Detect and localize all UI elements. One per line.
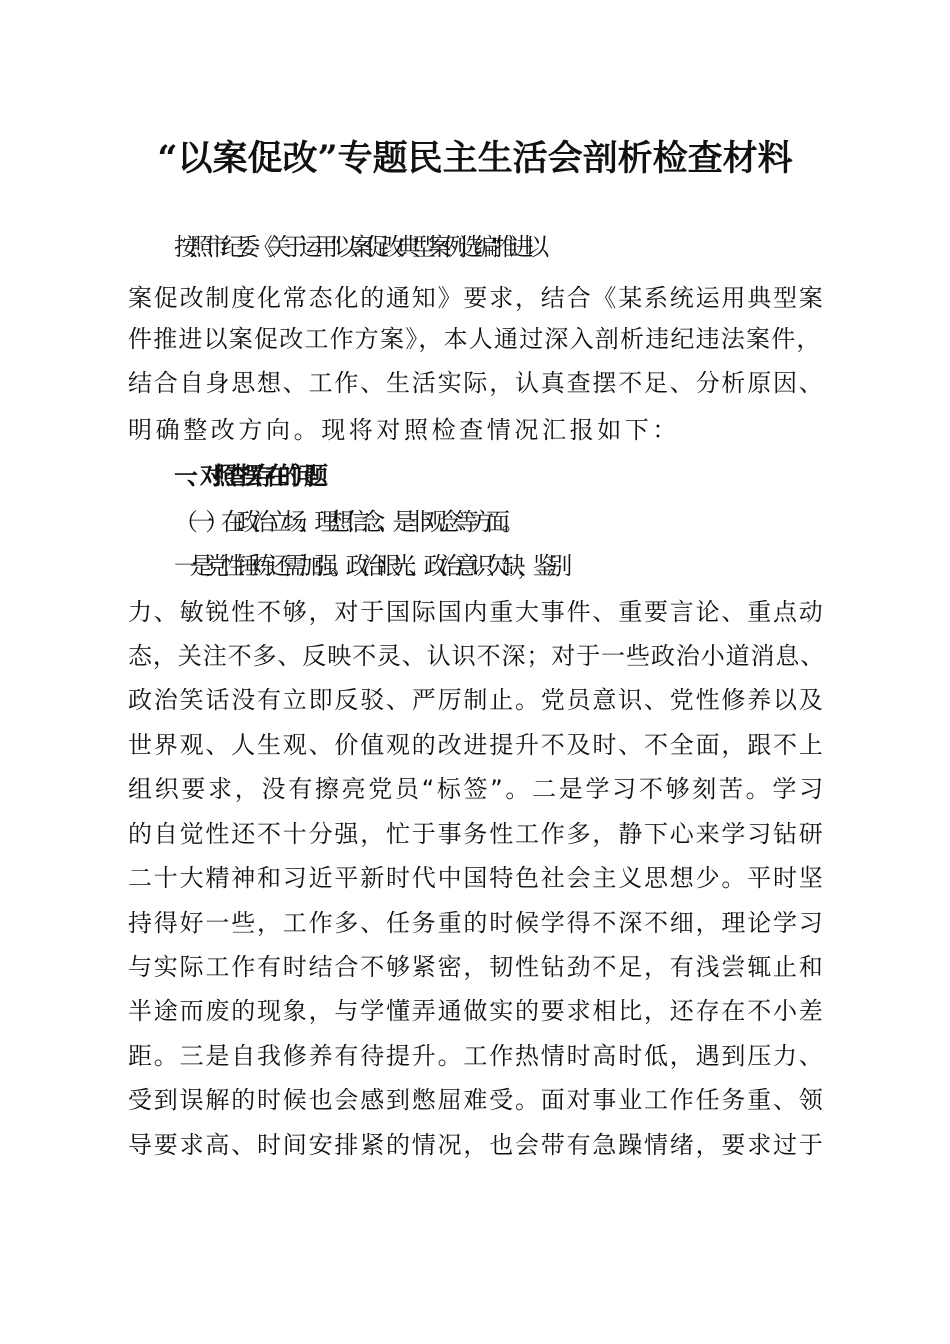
- paragraph-line: 组织要求，没有擦亮党员“标签”。二是学习不够刻苦。学习: [128, 775, 826, 803]
- paragraph-line: 明确整改方向。现将对照检查情况汇报如下：: [128, 416, 680, 444]
- paragraph-line: 与实际工作有时结合不够紧密，韧性钻劲不足，有浅尝辄止和: [128, 953, 825, 981]
- paragraph-line: 态，关注不多、反映不灵、认识不深；对于一些政治小道消息、: [128, 642, 826, 670]
- paragraph-line: 一是党性锤炼还需加强。政治眼光、政治意识欠缺，鉴别: [174, 552, 564, 580]
- document-title: “以案促改”专题民主生活会剖析检查材料: [157, 138, 793, 179]
- paragraph-line: 结合自身思想、工作、生活实际，认真查摆不足、分析原因、: [128, 369, 825, 397]
- paragraph-line: 世界观、人生观、价值观的改进提升不及时、不全面，跟不上: [128, 731, 825, 759]
- paragraph-line: 持得好一些，工作多、任务重的时候学得不深不细，理论学习: [128, 909, 825, 937]
- paragraph-line: 半途而废的现象，与学懂弄通做实的要求相比，还存在不小差: [128, 997, 825, 1025]
- paragraph-line: 导要求高、时间安排紧的情况，也会带有急躁情绪，要求过于: [128, 1131, 825, 1159]
- paragraph-line: 受到误解的时候也会感到憋屈难受。面对事业工作任务重、领: [128, 1086, 825, 1114]
- paragraph-line: 力、敏锐性不够，对于国际国内重大事件、重要言论、重点动: [128, 598, 825, 626]
- section-heading: 一、对照查摆存在的问题: [174, 462, 317, 490]
- paragraph-line: 距。三是自我修养有待提升。工作热情时高时低，遇到压力、: [128, 1042, 825, 1070]
- paragraph-line: 的自觉性还不十分强，忙于事务性工作多，静下心来学习钻研: [128, 820, 825, 848]
- subsection-heading: （一）在政治立场、理想信念、是非观念等方面。: [174, 508, 518, 536]
- paragraph-line: 案促改制度化常态化的通知》要求，结合《某系统运用典型案: [128, 284, 825, 312]
- paragraph-line: 件推进以案促改工作方案》，本人通过深入剖析违纪违法案件，: [128, 325, 822, 353]
- paragraph-line: 二十大精神和习近平新时代中国特色社会主义思想少。平时坚: [128, 864, 825, 892]
- paragraph-line: 按照市纪委《关于运用“以案促改典型案例选编”推进以: [174, 233, 541, 261]
- paragraph-line: 政治笑话没有立即反驳、严厉制止。党员意识、党性修养以及: [128, 686, 825, 714]
